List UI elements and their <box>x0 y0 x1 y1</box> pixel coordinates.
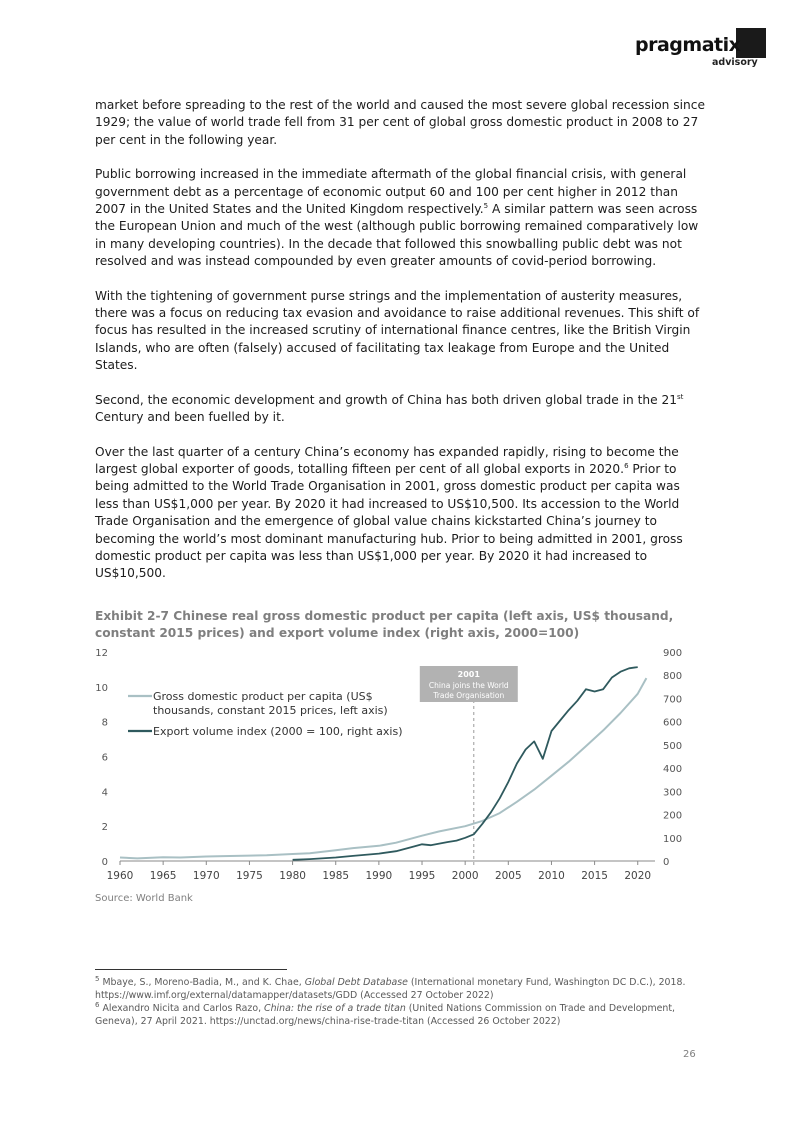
paragraph-4: Second, the economic development and growth of China has both driven global trade in the 21st Century and been fuelled by it. <box>95 392 684 425</box>
x-tick-label: 1960 <box>106 870 134 882</box>
y-left-tick-label: 0 <box>101 857 108 868</box>
x-tick-label: 1990 <box>365 870 393 882</box>
x-tick-label: 1995 <box>408 870 436 882</box>
x-tick-label: 1985 <box>322 870 350 882</box>
paragraph-1: market before spreading to the rest of the world and caused the most severe global recession since 1929; the value of world trade fell from 31 per cent of global gross domestic product in 2008 to 27 per cent in the following year. <box>95 98 705 147</box>
y-left-tick-label: 12 <box>95 648 108 659</box>
gdp-export-chart <box>90 642 683 887</box>
y-right-tick-label: 200 <box>663 810 683 822</box>
footnote-5: $^5$ Mbaye, S., Moreno-Badia, M., and K. Chae, Global Debt Database (International monetary Fund, Washington DC D.C.), 2018. https://www.imf.org/external/datamapper/datasets/GDD (Accessed 27 October 2022) <box>95 974 686 1001</box>
y-right-tick-label: 900 <box>663 648 683 659</box>
footnote-ref-5[interactable]: 5 <box>483 201 489 210</box>
x-tick-label: 1965 <box>149 870 177 882</box>
pragmatix-logo <box>632 28 772 72</box>
wto-annotation-year: 2001 <box>457 670 480 679</box>
x-tick-label: 1980 <box>279 870 306 882</box>
exhibit-title: Exhibit 2-7 Chinese real gross domestic product per capita (left axis, US$ thousand, constant 2015 prices) and export volume index (right axis, 2000=100) <box>95 609 674 640</box>
logo-square <box>736 28 766 58</box>
paragraph-5: Over the last quarter of a century China’s economy has expanded rapidly, rising to become the largest global exporter of goods, totalling fifteen per cent of all global exports in 2020.$^6$ Prior to being admitted to the World Trade Organisation in 2001, gross domestic product per capita was less than US$1,000 per year. By 2020 it had increased to US$10,500. Its accession to the World Trade Organisation and the emergence of global value chains kickstarted China’s journey to becoming the world’s most dominant manufacturing hub. Prior to being admitted in 2001, gross domestic product per capita was less than US$1,000 per year. By 2020 it had increased to US$10,500. <box>95 444 683 581</box>
footnote-ref-6[interactable]: 6 <box>624 461 629 470</box>
x-tick-label: 2005 <box>494 870 522 882</box>
chart-source: Source: World Bank <box>95 893 193 904</box>
y-right-tick-label: 300 <box>663 787 683 799</box>
y-right-tick-label: 100 <box>663 833 683 845</box>
logo-wordmark: pragmatix <box>635 34 741 56</box>
wto-annotation-text: China joins the World <box>428 681 509 690</box>
paragraph-2: Public borrowing increased in the immediate aftermath of the global financial crisis, with general government debt as a percentage of economic output 60 and 100 per cent higher in 2012 than 2007 in the United States and the United Kingdom respectively.$^5$ A similar pattern was seen across the European Union and much of the west (although public borrowing remained comparatively low in many developing countries). In the decade that followed this snowballing public debt was not resolved and was instead compounded by even greater amounts of covid-period borrowing. <box>95 167 699 269</box>
page-number: 26 <box>683 1049 696 1060</box>
body-text <box>95 97 705 600</box>
legend-gdp-label: Gross domestic product per capita (US$ <box>153 690 373 703</box>
x-tick-label: 2000 <box>451 870 479 882</box>
y-right-tick-label: 0 <box>663 857 670 868</box>
legend-gdp-label: thousands, constant 2015 prices, left axis) <box>153 704 388 717</box>
legend-export-label: Export volume index (2000 = 100, right axis) <box>153 725 403 738</box>
x-tick-label: 1975 <box>236 870 263 882</box>
paragraph-3: With the tightening of government purse strings and the implementation of austerity measures, there was a focus on reducing tax evasion and avoidance to raise additional revenues. This shift of focus has resulted in the increased scrutiny of international finance centres, like the British Virgin Islands, who are often (falsely) accused of facilitating tax leakage from Europe and the United States. <box>95 288 700 373</box>
footnote-divider <box>95 969 287 970</box>
y-left-tick-label: 4 <box>101 787 108 799</box>
x-tick-label: 2010 <box>538 870 565 882</box>
y-left-tick-label: 6 <box>101 752 108 764</box>
y-right-tick-label: 700 <box>663 694 683 706</box>
footnote-6-link[interactable]: https://unctad.org/news/china-rise-trade-titan <box>209 1016 428 1027</box>
y-left-tick-label: 2 <box>101 822 108 834</box>
footnote-6: $^6$ Alexandro Nicita and Carlos Razo, China: the rise of a trade titan (United Nations Commission on Trade and Development, Geneva), 27 April 2021. https://unctad.org/news/china-rise-trade-titan (Accessed 26 October 2022) <box>95 1000 675 1027</box>
x-tick-label: 1970 <box>192 870 220 882</box>
wto-annotation-text: Trade Organisation <box>433 691 505 700</box>
logo-subtitle: advisory <box>712 57 758 68</box>
x-tick-label: 2015 <box>581 870 608 882</box>
footnotes <box>95 976 705 1028</box>
y-right-tick-label: 800 <box>663 671 683 683</box>
y-left-tick-label: 10 <box>95 682 108 694</box>
x-tick-label: 2020 <box>624 870 652 882</box>
footnote-5-link[interactable]: https://www.imf.org/external/datamapper/datasets/GDD <box>95 990 358 1001</box>
y-right-tick-label: 600 <box>663 717 683 729</box>
y-left-tick-label: 8 <box>101 717 108 729</box>
y-right-tick-label: 500 <box>663 740 683 752</box>
y-right-tick-label: 400 <box>663 764 683 776</box>
